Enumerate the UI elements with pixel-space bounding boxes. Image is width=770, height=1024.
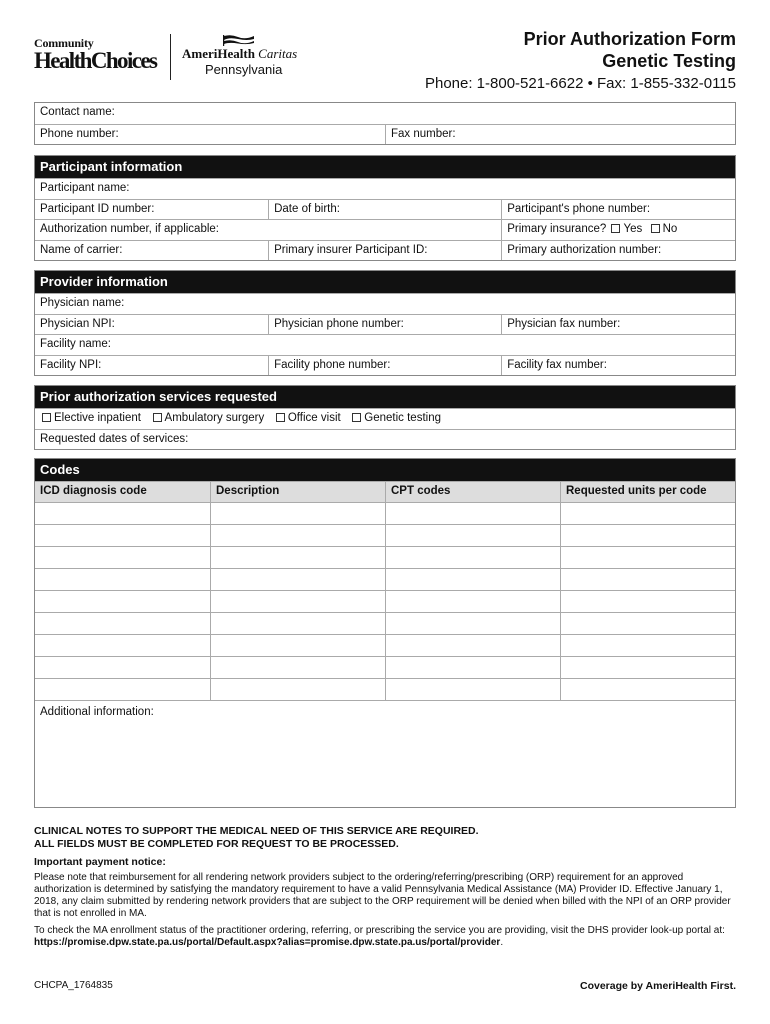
code-entry-cell[interactable]	[210, 591, 385, 612]
physician-phone-field[interactable]: Physician phone number:	[268, 315, 501, 335]
code-entry-cell[interactable]	[560, 547, 735, 568]
enrollment-check-text: To check the MA enrollment status of the practitioner ordering, referring, or prescribing the service you are providing, visit the DHS provider look-up portal at: https://promise.dpw.state.pa.us/portal/Default.aspx?alias=promise.dpw.state.pa.us/portal/provider.	[34, 925, 725, 948]
table-row	[35, 546, 735, 568]
code-entry-cell[interactable]	[35, 635, 210, 656]
elective-inpatient-checkbox[interactable]	[42, 413, 51, 422]
payment-notice-heading: Important payment notice:	[34, 856, 166, 868]
code-entry-cell[interactable]	[35, 679, 210, 700]
additional-information-field[interactable]: Additional information:	[35, 700, 735, 807]
notes-section	[34, 825, 736, 954]
provider-heading: Provider information	[35, 271, 735, 293]
participant-heading: Participant information	[35, 156, 735, 178]
code-entry-cell[interactable]	[35, 503, 210, 524]
code-entry-cell[interactable]	[385, 503, 560, 524]
primary-insurance-yes-checkbox[interactable]	[611, 224, 620, 233]
code-entry-cell[interactable]	[210, 525, 385, 546]
phone-number-field[interactable]: Phone number:	[40, 127, 119, 140]
code-entry-cell[interactable]	[385, 547, 560, 568]
physician-fax-field[interactable]: Physician fax number:	[501, 315, 735, 335]
code-entry-cell[interactable]	[210, 657, 385, 678]
table-row	[35, 568, 735, 590]
primary-insurance-field: Primary insurance? Yes No	[501, 220, 735, 240]
table-row	[35, 590, 735, 612]
code-entry-cell[interactable]	[35, 613, 210, 634]
code-entry-cell[interactable]	[385, 635, 560, 656]
form-title: Prior Authorization Form	[523, 29, 736, 49]
column-header: Requested units per code	[560, 482, 735, 502]
participant-name-field[interactable]: Participant name:	[40, 182, 130, 194]
physician-npi-field[interactable]: Physician NPI:	[40, 317, 115, 330]
code-entry-cell[interactable]	[210, 569, 385, 590]
code-entry-cell[interactable]	[210, 503, 385, 524]
payment-notice-text: Please note that reimbursement for all rendering network providers subject to the ordering/referring/prescribing (ORP) requirement for an approved authorization is determined by satisfying the mandatory requirement to have a valid Pennsylvania Medical Assistance (MA) Provider ID. Effective January 1, 2018, any claim submitted by rendering network providers that are subject to the ORP requirement will be denied when billed with the NPI of an ORP provider that is not enrolled in MA.	[34, 872, 731, 919]
code-entry-cell[interactable]	[35, 525, 210, 546]
codes-section	[34, 458, 736, 808]
code-entry-cell[interactable]	[210, 547, 385, 568]
amerihealth-caritas-logo: AmeriHealth Caritas Pennsylvania	[182, 34, 312, 78]
codes-table-header	[35, 481, 735, 502]
facility-phone-field[interactable]: Facility phone number:	[268, 356, 501, 376]
code-entry-cell[interactable]	[35, 547, 210, 568]
insurer-participant-id-field[interactable]: Primary insurer Participant ID:	[268, 241, 501, 261]
table-row	[35, 502, 735, 524]
column-header: Description	[210, 482, 385, 502]
facility-npi-field[interactable]: Facility NPI:	[40, 358, 102, 371]
participant-id-field[interactable]: Participant ID number:	[40, 202, 155, 215]
facility-fax-field[interactable]: Facility fax number:	[501, 356, 735, 376]
community-healthchoices-logo: Community HealthChoices	[34, 36, 157, 73]
genetic-testing-checkbox[interactable]	[352, 413, 361, 422]
ambulatory-surgery-checkbox[interactable]	[153, 413, 162, 422]
clinical-notes-requirement: CLINICAL NOTES TO SUPPORT THE MEDICAL NEED OF THIS SERVICE ARE REQUIRED.	[34, 825, 479, 837]
code-entry-cell[interactable]	[210, 635, 385, 656]
code-entry-cell[interactable]	[385, 569, 560, 590]
code-entry-cell[interactable]	[35, 657, 210, 678]
participant-section	[34, 155, 736, 261]
table-row	[35, 634, 735, 656]
column-header: ICD diagnosis code	[40, 485, 147, 497]
code-entry-cell[interactable]	[35, 569, 210, 590]
code-entry-cell[interactable]	[560, 679, 735, 700]
services-options: Elective inpatient Ambulatory surgery Office visit Genetic testing	[35, 409, 735, 429]
form-title-block	[524, 28, 736, 72]
table-row	[35, 656, 735, 678]
dhs-portal-link[interactable]: https://promise.dpw.state.pa.us/portal/Default.aspx?alias=promise.dpw.state.pa.us/portal/provider	[34, 937, 501, 948]
code-entry-cell[interactable]	[385, 679, 560, 700]
code-entry-cell[interactable]	[560, 657, 735, 678]
physician-name-field[interactable]: Physician name:	[40, 297, 125, 309]
code-entry-cell[interactable]	[560, 525, 735, 546]
table-row	[35, 524, 735, 546]
facility-name-field[interactable]: Facility name:	[40, 338, 111, 351]
code-entry-cell[interactable]	[560, 591, 735, 612]
primary-insurance-no-checkbox[interactable]	[651, 224, 660, 233]
code-entry-cell[interactable]	[385, 525, 560, 546]
logo-divider	[170, 34, 171, 80]
contact-section	[34, 102, 736, 145]
table-row	[35, 678, 735, 700]
services-section	[34, 385, 736, 450]
footer-tagline: Coverage by AmeriHealth First.	[580, 980, 736, 992]
code-entry-cell[interactable]	[560, 569, 735, 590]
code-entry-cell[interactable]	[385, 591, 560, 612]
authorization-number-field[interactable]: Authorization number, if applicable:	[40, 223, 219, 236]
fields-requirement: ALL FIELDS MUST BE COMPLETED FOR REQUEST TO BE PROCESSED.	[34, 838, 399, 850]
codes-table-body	[35, 502, 735, 700]
code-entry-cell[interactable]	[560, 503, 735, 524]
form-code: CHCPA_1764835	[34, 980, 113, 991]
code-entry-cell[interactable]	[385, 657, 560, 678]
fax-number-field[interactable]: Fax number:	[385, 125, 735, 145]
participant-phone-field[interactable]: Participant's phone number:	[501, 200, 735, 220]
codes-heading: Codes	[35, 459, 735, 481]
form-subtitle: Genetic Testing	[602, 51, 736, 71]
carrier-name-field[interactable]: Name of carrier:	[40, 243, 123, 256]
code-entry-cell[interactable]	[560, 635, 735, 656]
primary-authorization-field[interactable]: Primary authorization number:	[501, 241, 735, 261]
column-header: CPT codes	[385, 482, 560, 502]
contact-name-field[interactable]: Contact name:	[40, 106, 115, 118]
phone-fax-line: Phone: 1-800-521-6622 • Fax: 1-855-332-0115	[424, 75, 736, 92]
code-entry-cell[interactable]	[210, 613, 385, 634]
flag-icon	[222, 34, 256, 46]
services-heading: Prior authorization services requested	[35, 386, 735, 408]
table-row	[35, 612, 735, 634]
office-visit-checkbox[interactable]	[276, 413, 285, 422]
code-entry-cell[interactable]	[35, 591, 210, 612]
provider-section	[34, 270, 736, 376]
code-entry-cell[interactable]	[560, 613, 735, 634]
date-of-birth-field[interactable]: Date of birth:	[268, 200, 501, 220]
code-entry-cell[interactable]	[210, 679, 385, 700]
requested-dates-field[interactable]: Requested dates of services:	[40, 432, 189, 445]
code-entry-cell[interactable]	[385, 613, 560, 634]
